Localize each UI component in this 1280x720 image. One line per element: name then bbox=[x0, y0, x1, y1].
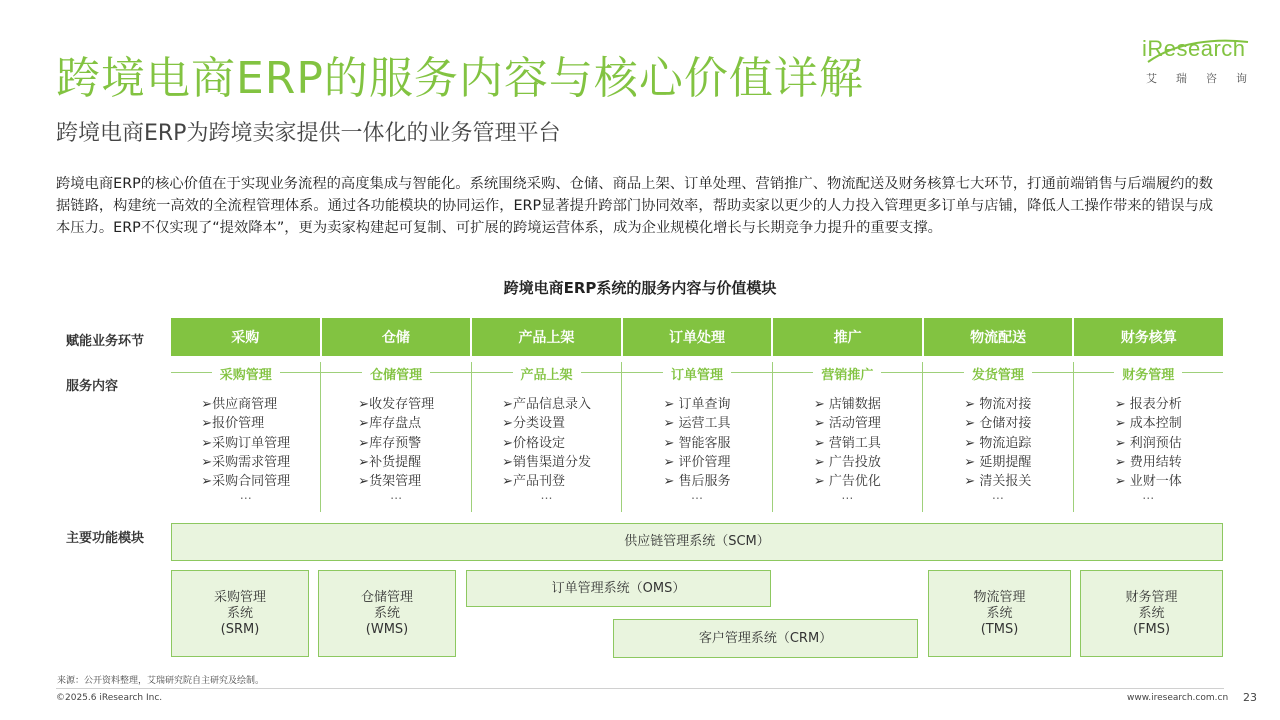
content-column bbox=[171, 362, 320, 512]
list-item: ➢产品信息录入 bbox=[502, 397, 591, 412]
list-item: ➢ 智能客服 bbox=[663, 435, 731, 451]
stage-order-processing: 订单处理 bbox=[623, 318, 774, 356]
column-heading: 采购管理 bbox=[212, 368, 280, 383]
module-crm-label: 客户管理系统（CRM） bbox=[698, 630, 833, 646]
list-item: ➢采购订单管理 bbox=[201, 435, 291, 451]
list-item: ➢分类设置 bbox=[502, 416, 565, 432]
list-item: ➢货架管理 bbox=[358, 474, 422, 490]
list-item: ➢产品刊登 bbox=[502, 474, 565, 490]
more-ellipsis: … bbox=[1142, 488, 1155, 502]
stage-logistics: 物流配送 bbox=[924, 318, 1075, 356]
list-item: ➢ 运营工具 bbox=[663, 416, 731, 432]
module-tms bbox=[928, 570, 1071, 657]
list-item: ➢ 营销工具 bbox=[813, 435, 881, 451]
module-oms-label: 订单管理系统（OMS） bbox=[551, 580, 686, 596]
footer-divider bbox=[56, 688, 1224, 689]
logo-chinese: 艾瑞咨询 bbox=[1146, 72, 1266, 85]
copyright: ©2025.6 iResearch Inc. bbox=[56, 693, 163, 703]
list-item: ➢ 订单查询 bbox=[663, 397, 731, 412]
stage-warehousing: 仓储 bbox=[322, 318, 473, 356]
content-column bbox=[621, 362, 771, 512]
list-item: ➢ 广告投放 bbox=[813, 454, 881, 470]
list-item: ➢ 物流对接 bbox=[964, 397, 1032, 412]
list-item: ➢报价管理 bbox=[201, 416, 265, 432]
content-column bbox=[772, 362, 922, 512]
module-label-line: 系统 bbox=[1138, 605, 1165, 621]
list-item: ➢ 仓储对接 bbox=[964, 416, 1032, 432]
column-heading: 产品上架 bbox=[513, 368, 581, 383]
module-label-line: 系统 bbox=[226, 605, 253, 621]
stage-bar bbox=[171, 318, 1223, 356]
more-ellipsis: … bbox=[239, 488, 252, 502]
module-label-line: 系统 bbox=[986, 605, 1013, 621]
module-label-line: 物流管理 bbox=[973, 589, 1026, 605]
list-item: ➢ 活动管理 bbox=[813, 416, 881, 432]
page-number: 23 bbox=[1243, 691, 1257, 704]
list-item: ➢库存预警 bbox=[358, 435, 422, 451]
content-column bbox=[1073, 362, 1223, 512]
list-item: ➢ 费用结转 bbox=[1114, 454, 1182, 470]
module-crm bbox=[613, 619, 918, 658]
content-column bbox=[320, 362, 470, 512]
source-note: 来源：公开资料整理，艾瑞研究院自主研究及绘制。 bbox=[57, 676, 265, 686]
column-heading: 订单管理 bbox=[663, 368, 731, 383]
module-label-line: 仓储管理 bbox=[360, 589, 413, 605]
column-heading: 营销推广 bbox=[813, 368, 881, 383]
module-scm bbox=[171, 523, 1223, 561]
module-label-line: (WMS) bbox=[365, 621, 409, 637]
module-label-line: (FMS) bbox=[1132, 621, 1171, 637]
list-item: ➢ 售后服务 bbox=[663, 474, 731, 490]
module-label-line: (TMS) bbox=[980, 621, 1019, 637]
list-item: ➢ 评价管理 bbox=[663, 454, 731, 470]
more-ellipsis: … bbox=[841, 488, 854, 502]
service-content-grid bbox=[171, 362, 1223, 512]
module-wms bbox=[318, 570, 456, 657]
list-item: ➢收发存管理 bbox=[358, 397, 435, 412]
iresearch-logo bbox=[1142, 36, 1266, 86]
list-item: ➢库存盘点 bbox=[358, 416, 422, 432]
more-ellipsis: … bbox=[991, 488, 1004, 502]
list-item: ➢采购需求管理 bbox=[201, 454, 291, 470]
list-item: ➢ 广告优化 bbox=[813, 474, 881, 490]
intro-paragraph: 跨境电商ERP的核心价值在于实现业务流程的高度集成与智能化。系统围绕采购、仓储、商品上架、订单处理、营销推广、物流配送及财务核算七大环节，打通前端销售与后端履约的数据链路，构建统一高效的全流程管理体系。通过各功能模块的协同运作，ERP显著提升跨部门协同效率，帮助卖家以更少的人力投入管理更多订单与店铺，降低人工操作带来的错误与成本压力。ERP不仅实现了“提效降本”，更为卖家构建起可复制、可扩展的跨境运营体系，成为企业规模化增长与长期竞争力提升的重要支撑。 bbox=[56, 176, 1214, 236]
module-label-line: 采购管理 bbox=[213, 589, 266, 605]
list-item: ➢ 店铺数据 bbox=[813, 397, 881, 412]
list-item: ➢ 利润预估 bbox=[1114, 435, 1182, 451]
list-item: ➢ 业财一体 bbox=[1114, 474, 1182, 490]
content-column bbox=[922, 362, 1072, 512]
column-heading: 财务管理 bbox=[1114, 368, 1182, 383]
list-item: ➢ 成本控制 bbox=[1114, 416, 1182, 432]
module-label-line: (SRM) bbox=[220, 621, 260, 637]
more-ellipsis: … bbox=[690, 488, 703, 502]
content-column bbox=[471, 362, 621, 512]
list-item: ➢价格设定 bbox=[502, 435, 565, 451]
page-title: 跨境电商ERP的服务内容与核心价值详解 bbox=[56, 53, 864, 104]
stage-finance: 财务核算 bbox=[1074, 318, 1223, 356]
row-label-content: 服务内容 bbox=[66, 379, 119, 394]
list-item: ➢ 报表分析 bbox=[1114, 397, 1182, 412]
module-srm bbox=[171, 570, 309, 657]
row-label-stages: 赋能业务环节 bbox=[66, 334, 145, 349]
stage-promotion: 推广 bbox=[773, 318, 924, 356]
diagram-title: 跨境电商ERP系统的服务内容与价值模块 bbox=[503, 279, 777, 297]
page-subtitle: 跨境电商ERP为跨境卖家提供一体化的业务管理平台 bbox=[56, 121, 561, 146]
module-oms bbox=[466, 570, 771, 607]
column-heading: 仓储管理 bbox=[362, 368, 430, 383]
list-item: ➢ 清关报关 bbox=[964, 474, 1032, 490]
list-item: ➢补货提醒 bbox=[358, 454, 422, 470]
module-label-line: 系统 bbox=[373, 605, 400, 621]
column-heading: 发货管理 bbox=[964, 368, 1032, 383]
stage-listing: 产品上架 bbox=[472, 318, 623, 356]
website-link[interactable]: www.iresearch.com.cn bbox=[1127, 693, 1229, 703]
stage-procurement: 采购 bbox=[171, 318, 322, 356]
row-label-modules: 主要功能模块 bbox=[66, 531, 145, 546]
module-fms bbox=[1080, 570, 1223, 657]
logo-wordmark: iResearch bbox=[1142, 36, 1246, 61]
more-ellipsis: … bbox=[540, 488, 553, 502]
module-label-line: 财务管理 bbox=[1125, 589, 1178, 605]
list-item: ➢ 物流追踪 bbox=[964, 435, 1032, 451]
list-item: ➢采购合同管理 bbox=[201, 474, 291, 490]
list-item: ➢ 延期提醒 bbox=[964, 454, 1032, 470]
module-scm-label: 供应链管理系统（SCM） bbox=[624, 534, 770, 549]
more-ellipsis: … bbox=[390, 488, 403, 502]
list-item: ➢销售渠道分发 bbox=[502, 454, 591, 470]
list-item: ➢供应商管理 bbox=[201, 397, 278, 412]
